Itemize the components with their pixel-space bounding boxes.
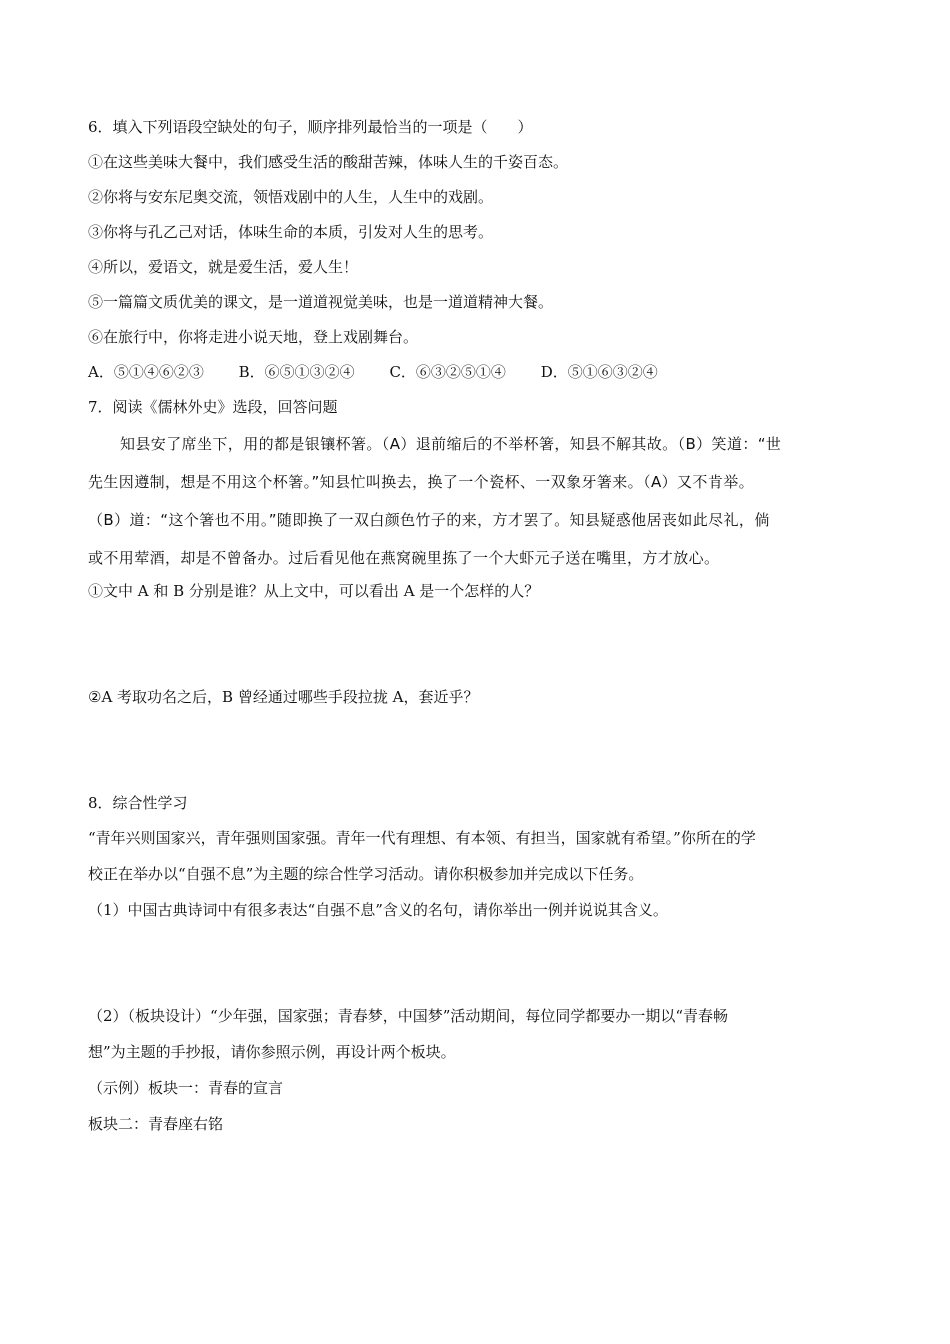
q6-item-3: ③你将与孔乙己对话，体味生命的本质，引发对人生的思考。: [88, 223, 494, 241]
q6-options: [88, 362, 658, 382]
q8-intro-line-2: 校正在举办以“自强不息”为主题的综合性学习活动。请你积极参加并完成以下任务。: [88, 865, 644, 883]
q6-item-6: ⑥在旅行中，你将走进小说天地，登上戏剧舞台。: [88, 328, 419, 346]
q7-passage-line-4: 或不用荤酒，却是不曾备办。过后看见他在燕窝碗里拣了一个大虾元子送在嘴里，方才放心。: [88, 549, 720, 567]
q8-task-2-line-2: 想”为主题的手抄报，请你参照示例，再设计两个板块。: [88, 1043, 456, 1061]
q6-option-c: C．⑥③②⑤①④: [389, 363, 506, 381]
q6-option-b: B．⑥⑤①③②④: [238, 363, 355, 381]
q7-passage-line-3: （B）道：“这个箸也不用。”随即换了一双白颜色竹子的来，方才罢了。知县疑惑他居丧如此尽礼，倘: [88, 511, 770, 529]
q8-example-1: （示例）板块一：青春的宣言: [88, 1079, 284, 1097]
q8-task-2-line-1: （2）（板块设计）“少年强，国家强；青春梦，中国梦”活动期间，每位同学都要办一期以“青春畅: [88, 1007, 729, 1025]
q8-example-2: 板块二：青春座右铭: [88, 1115, 224, 1133]
q7-sub-question-1: ①文中 A 和 B 分别是谁？从上文中，可以看出 A 是一个怎样的人？: [88, 582, 540, 600]
q6-item-1: ①在这些美味大餐中，我们感受生活的酸甜苦辣，体味人生的千姿百态。: [88, 153, 569, 171]
q8-stem: 8．综合性学习: [88, 794, 188, 812]
q7-passage-line-2: 先生因遵制，想是不用这个杯箸。”知县忙叫换去，换了一个瓷杯、一双象牙箸来。（A）又不肯举。: [88, 473, 755, 491]
q6-item-4: ④所以，爱语文，就是爱生活，爱人生！: [88, 258, 359, 276]
q6-stem: 6．填入下列语段空缺处的句子，顺序排列最恰当的一项是（ ）: [88, 118, 533, 136]
q6-option-a: A．⑤①④⑥②③: [88, 363, 204, 381]
q6-item-2: ②你将与安东尼奥交流，领悟戏剧中的人生，人生中的戏剧。: [88, 188, 494, 206]
q7-sub-question-2: ②A 考取功名之后，B 曾经通过哪些手段拉拢 A，套近乎？: [88, 688, 479, 706]
q7-stem: 7．阅读《儒林外史》选段，回答问题: [88, 398, 338, 416]
q8-task-1: （1）中国古典诗词中有很多表达“自强不息”含义的名句，请你举出一例并说说其含义。: [88, 901, 668, 919]
q7-passage-line-1: 知县安了席坐下，用的都是银镶杯箸。（A）退前缩后的不举杯箸，知县不解其故。（B）笑道：“世: [120, 435, 782, 453]
q6-option-d: D．⑤①⑥③②④: [540, 363, 658, 381]
q8-intro-line-1: “青年兴则国家兴，青年强则国家强。青年一代有理想、有本领、有担当，国家就有希望。”你所在的学: [88, 829, 756, 847]
q6-item-5: ⑤一篇篇文质优美的课文，是一道道视觉美味，也是一道道精神大餐。: [88, 293, 554, 311]
